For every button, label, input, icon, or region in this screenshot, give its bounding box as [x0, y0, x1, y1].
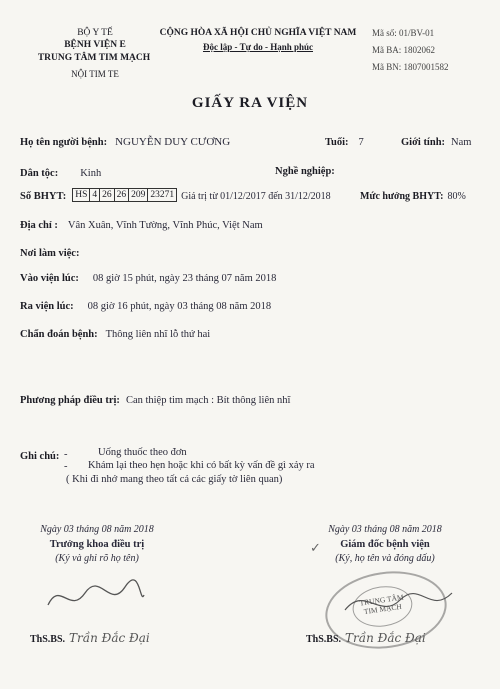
insurance-validity: Giá trị từ 01/12/2017 đến 31/12/2018 — [181, 191, 331, 202]
ministry-name: BỘ Y TẾ — [77, 28, 113, 38]
notes-footer: ( Khi đi nhớ mang theo tất cả các giấy tờ liên quan) — [66, 474, 283, 485]
age-label: Tuổi: — [325, 137, 349, 148]
insurance-part: 23271 — [150, 190, 175, 201]
discharge-label: Ra viện lúc: — [20, 301, 74, 312]
note-item: Uống thuốc theo đơn — [98, 447, 187, 458]
right-subtitle: (Ký, họ tên và đóng dấu) — [335, 553, 435, 564]
benefit-row — [360, 186, 466, 204]
country-name: CỘNG HÒA XÃ HỘI CHỦ NGHĨA VIỆT NAM — [159, 28, 357, 38]
department-name: NỘI TIM TE — [71, 69, 119, 79]
motto: Độc lập - Tự do - Hạnh phúc — [202, 42, 313, 52]
patient-name: NGUYỄN DUY CƯƠNG — [115, 136, 231, 148]
insurance-part: 209 — [129, 189, 148, 201]
left-signature-scribble — [40, 575, 150, 620]
gender-row — [401, 132, 471, 150]
address-value: Vân Xuân, Vĩnh Tường, Vĩnh Phúc, Việt Nam — [67, 220, 263, 231]
job-row — [275, 161, 335, 179]
ethnicity-value: Kinh — [80, 168, 102, 179]
benefit-value: 80% — [447, 191, 466, 202]
right-signatory-name: Trần Đắc Đại — [345, 631, 426, 645]
record-number: Mã BA: 1802062 — [372, 45, 435, 55]
center-name: TRUNG TÂM TIM MẠCH — [37, 53, 151, 63]
left-date: Ngày 03 tháng 08 năm 2018 — [40, 524, 154, 535]
job-label: Nghề nghiệp: — [275, 166, 335, 177]
ethnicity-row — [20, 163, 101, 181]
note-dash: - — [64, 449, 68, 460]
workplace-row — [20, 243, 79, 261]
diagnosis-row — [20, 324, 210, 342]
right-title: Giám đốc bệnh viện — [340, 539, 430, 550]
insurance-part: HS — [73, 189, 90, 201]
insurance-row — [20, 186, 331, 204]
form-number: Mã số: 01/BV-01 — [372, 28, 435, 38]
notes-label: Ghi chú: — [20, 451, 60, 462]
left-title: Trưởng khoa điều trị — [49, 539, 145, 550]
discharge-row — [20, 296, 271, 314]
insurance-part: 4 — [90, 189, 100, 201]
patient-number: Mã BN: 1807001582 — [372, 62, 449, 72]
workplace-label: Nơi làm việc: — [20, 248, 80, 259]
address-row — [20, 215, 263, 233]
right-date: Ngày 03 tháng 08 năm 2018 — [328, 524, 442, 535]
address-label: Địa chỉ : — [20, 220, 58, 231]
treatment-label: Phương pháp điều trị: — [20, 395, 120, 406]
insurance-number-box — [72, 188, 177, 202]
age-row — [325, 132, 364, 150]
treatment-value: Can thiệp tim mạch : Bít thông liên nhĩ — [125, 395, 291, 406]
note-dash: - — [64, 461, 68, 472]
gender-label: Giới tính: — [401, 137, 446, 148]
left-subtitle: (Ký và ghi rõ họ tên) — [55, 553, 139, 564]
right-signatory — [306, 629, 426, 647]
insurance-label: Số BHYT: — [20, 191, 67, 202]
hospital-name: BỆNH VIỆN E — [64, 40, 126, 50]
checkmark-icon: ✓ — [310, 540, 321, 555]
gender-value: Nam — [451, 137, 472, 148]
ethnicity-label: Dân tộc: — [20, 168, 59, 179]
admission-label: Vào viện lúc: — [20, 273, 79, 284]
benefit-label: Mức hưởng BHYT: — [360, 191, 444, 202]
right-signatory-title: ThS.BS. — [306, 634, 342, 645]
left-signatory — [30, 629, 150, 647]
treatment-row — [20, 390, 290, 408]
diagnosis-value: Thông liên nhĩ lỗ thứ hai — [105, 329, 211, 340]
insurance-part: 26 — [115, 189, 130, 201]
note-item: Khám lại theo hẹn hoặc khi có bất kỳ vấn đề gì xảy ra — [88, 460, 315, 471]
left-signatory-title: ThS.BS. — [30, 634, 66, 645]
admission-value: 08 giờ 15 phút, ngày 23 tháng 07 năm 2018 — [92, 273, 277, 284]
insurance-part: 26 — [100, 189, 115, 201]
patient-name-row — [20, 132, 230, 150]
age-value: 7 — [358, 137, 364, 148]
admission-row — [20, 268, 276, 286]
diagnosis-label: Chẩn đoán bệnh: — [20, 329, 98, 340]
document-title: GIẤY RA VIỆN — [191, 95, 309, 111]
stamp-inner: TRUNG TÂM TIM MẠCH — [350, 582, 415, 630]
right-signature-scribble — [340, 585, 460, 625]
discharge-value: 08 giờ 16 phút, ngày 03 tháng 08 năm 2018 — [87, 301, 272, 312]
patient-name-label: Họ tên người bệnh: — [20, 137, 108, 148]
left-signatory-name: Trần Đắc Đại — [69, 631, 150, 645]
